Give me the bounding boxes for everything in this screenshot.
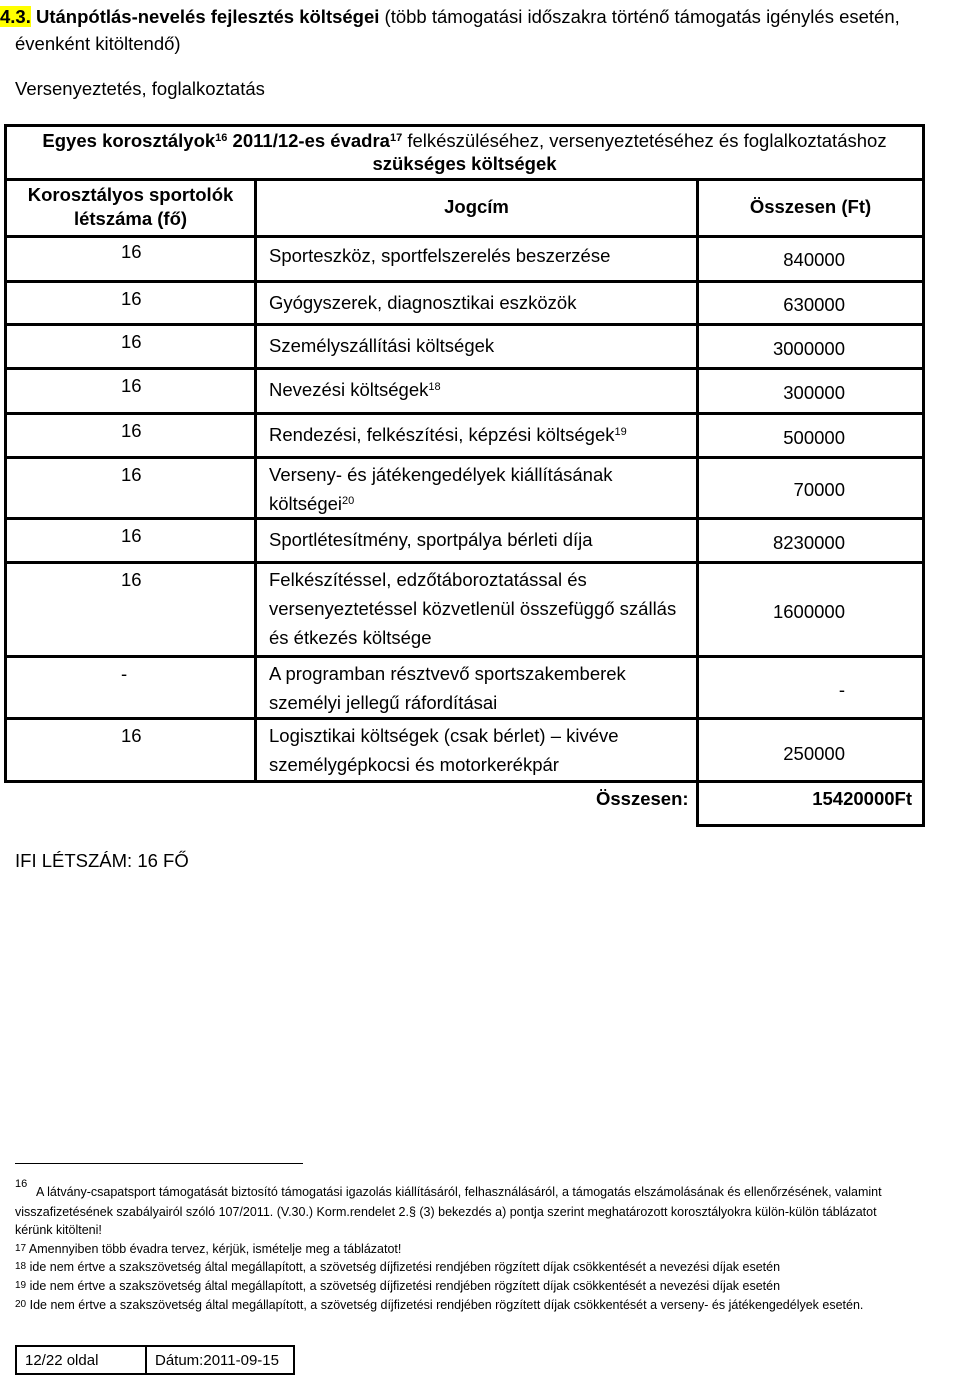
row-title-line: Személyszállítási költségek	[269, 335, 495, 356]
col-header-count	[4, 183, 257, 231]
row-amount: 70000	[793, 479, 845, 500]
page-date: Dátum:2011-09-15	[155, 1352, 279, 1369]
row-amount: 630000	[783, 294, 845, 315]
row-amount: 8230000	[772, 532, 845, 553]
row-count: -	[121, 663, 128, 684]
footnote-ref: 20	[342, 495, 355, 507]
row-title	[269, 659, 689, 717]
row-amount: -	[838, 679, 845, 700]
footnote-ref: 16	[215, 132, 228, 144]
footnote-16	[15, 1175, 957, 1199]
footnote-number: 18	[15, 1261, 27, 1272]
row-count: 16	[121, 569, 142, 590]
row-amount: 3000000	[772, 338, 845, 359]
section-number: 4.3.	[0, 6, 31, 27]
footnote-number: 17	[15, 1243, 27, 1254]
row-title	[269, 288, 689, 317]
row-count: 16	[121, 288, 142, 309]
table-title-part: Egyes korosztályok	[42, 130, 216, 151]
page-footer	[15, 1345, 295, 1375]
body-col-count	[4, 235, 257, 783]
row-divider	[4, 412, 925, 415]
row-divider	[4, 561, 925, 564]
footnote-20	[15, 1296, 957, 1314]
row-title	[269, 721, 689, 779]
footnote-16-line3: kérünk kitölteni!	[15, 1223, 102, 1237]
row-title-line: Felkészítéssel, edzőtáboroztatással és	[269, 569, 587, 590]
section-title-note-cont: évenként kitöltendő)	[15, 33, 181, 54]
row-count: 16	[121, 725, 142, 746]
row-title-line: Sporteszköz, sportfelszerelés beszerzése	[269, 245, 611, 266]
row-divider	[4, 717, 925, 720]
ifi-headcount: IFI LÉTSZÁM: 16 FŐ	[15, 850, 189, 871]
footnote-number: 16	[15, 1178, 28, 1190]
footnote-17	[15, 1240, 957, 1258]
footnote-separator	[15, 1163, 303, 1164]
footnote-text: Amennyiben több évadra tervez, kérjük, ismételje meg a táblázatot!	[28, 1242, 402, 1256]
table-title-part: 2011/12-es évadra	[227, 130, 390, 151]
row-title-line: Logisztikai költségek (csak bérlet) – kivéve	[269, 725, 619, 746]
section-title-note: (több támogatási időszakra történő támogatás igénylés esetén,	[384, 6, 900, 27]
row-count: 16	[121, 525, 142, 546]
page-number: 12/22 oldal	[25, 1352, 99, 1369]
row-amount: 840000	[783, 249, 845, 270]
total-label: Összesen:	[596, 788, 689, 809]
col-header-amount: Összesen (Ft)	[749, 196, 872, 217]
col-header-count-line1: Korosztályos sportolók	[27, 184, 234, 205]
section-title: Utánpótlás-nevelés fejlesztés költségei	[36, 6, 380, 27]
row-count: 16	[121, 420, 142, 441]
footer-divider	[145, 1347, 147, 1373]
footnote-ref: 19	[614, 426, 627, 438]
row-divider	[4, 456, 925, 459]
row-amount: 1600000	[772, 601, 845, 622]
row-divider	[4, 280, 925, 283]
col-header-title: Jogcím	[444, 196, 509, 217]
row-title-line: Nevezési költségek	[269, 379, 429, 400]
row-count: 16	[121, 241, 142, 262]
row-title	[269, 460, 689, 518]
row-count: 16	[121, 464, 142, 485]
total-value: 15420000Ft	[812, 788, 912, 809]
row-title-line: Sportlétesítmény, sportpálya bérleti díja	[269, 529, 593, 550]
col-header-count-line2: létszáma (fő)	[73, 208, 188, 229]
row-divider	[4, 323, 925, 326]
footnote-text: A látvány-csapatsport támogatását biztosító támogatási igazolás kiállításáról, felhasználásáról, a támogatás elszámolásának és ellenőrzésének, valamint	[36, 1185, 882, 1199]
row-title	[269, 420, 689, 449]
footnote-number: 19	[15, 1280, 27, 1291]
row-count: 16	[121, 375, 142, 396]
footnote-18	[15, 1258, 957, 1276]
row-amount: 500000	[783, 427, 845, 448]
row-title	[269, 565, 689, 652]
row-title-line: személygépkocsi és motorkerékpár	[269, 754, 559, 775]
row-divider	[4, 367, 925, 370]
row-title-line: és étkezés költsége	[269, 627, 432, 648]
footnote-text: ide nem értve a szakszövetség által megállapított, a szövetség díjfizetési rendjében rögzített díjak csökkentését a nevezési díjak esetén	[29, 1260, 781, 1274]
table-title	[4, 129, 925, 175]
row-title-line: Gyógyszerek, diagnosztikai eszközök	[269, 292, 577, 313]
footnote-19	[15, 1277, 957, 1295]
table-title-part: felkészüléséhez, versenyeztetéséhez és foglalkoztatáshoz	[402, 130, 887, 151]
row-title-line: Verseny- és játékengedélyek kiállításának	[269, 464, 613, 485]
row-title-line: versenyeztetéssel közvetlenül összefüggő szállás	[269, 598, 677, 619]
section-heading	[0, 0, 950, 54]
row-title	[269, 331, 689, 360]
row-title-line: költségei	[269, 493, 343, 514]
footnote-ref: 18	[428, 381, 441, 393]
subheading: Versenyeztetés, foglalkoztatás	[15, 78, 265, 99]
footnote-number: 20	[15, 1299, 27, 1310]
row-amount: 300000	[783, 382, 845, 403]
footnote-ref: 17	[389, 132, 403, 144]
row-divider	[4, 655, 925, 658]
row-title	[269, 525, 689, 554]
table-title-line2: szükséges költségek	[372, 153, 557, 174]
row-title-line: A programban résztvevő sportszakemberek	[269, 663, 626, 684]
row-count: 16	[121, 331, 142, 352]
row-title	[269, 241, 689, 270]
row-title-line: Rendezési, felkészítési, képzési költségek	[269, 424, 615, 445]
footnote-text: Ide nem értve a szakszövetség által megállapított, a szövetség díjfizetési rendjében rögzített díjak csökkentését a verseny- és játékengedélyek esetén.	[29, 1298, 864, 1312]
row-title	[269, 375, 689, 404]
row-amount: 250000	[783, 743, 845, 764]
row-title-line: személyi jellegű ráfordításai	[269, 692, 498, 713]
footnote-text: ide nem értve a szakszövetség által megállapított, a szövetség díjfizetési rendjében rögzített díjak csökkentését a nevezési díjak esetén	[29, 1279, 781, 1293]
footnote-16-line2: visszafizetésének szabályairól szóló 107/2011. (V.30.) Korm.rendelet 2.§ (3) bekezdés a) pontja szerint meghatározott korosztályokra külön-külön táblázatot	[15, 1205, 877, 1219]
